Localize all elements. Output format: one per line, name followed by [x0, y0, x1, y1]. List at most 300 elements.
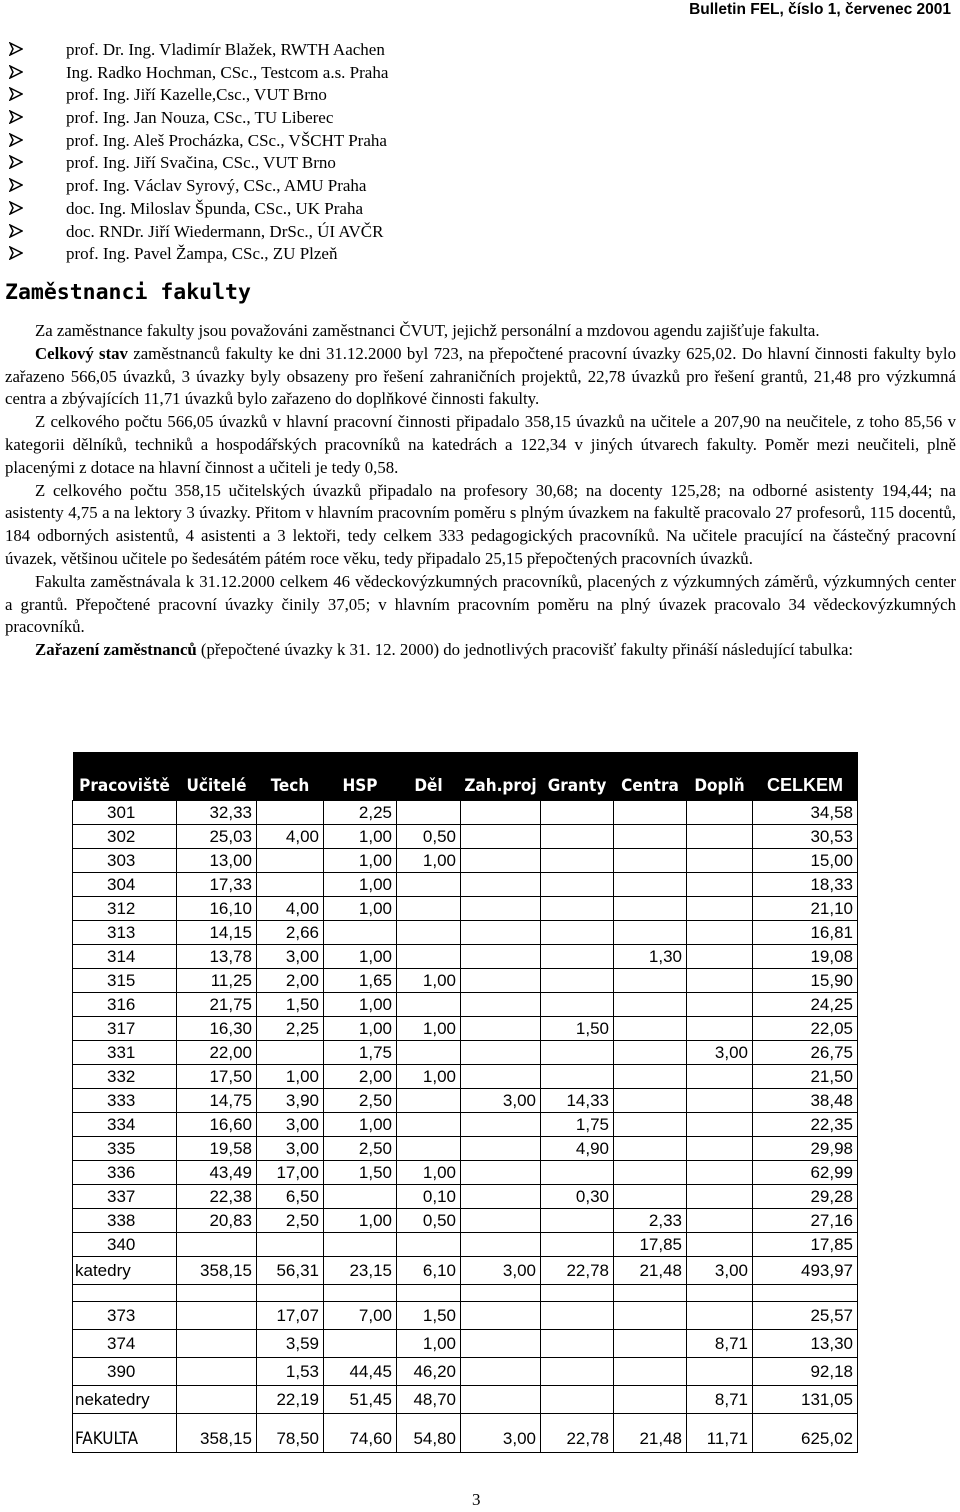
table-cell: [614, 1113, 687, 1137]
table-cell: 14,15: [177, 921, 257, 945]
table-cell: [397, 801, 461, 825]
table-row: [73, 1089, 858, 1113]
arrow-bullet-icon: [9, 107, 66, 130]
table-row: [73, 1041, 858, 1065]
list-item: prof. Ing. Václav Syrový, CSc., AMU Praha: [9, 175, 388, 198]
table-cell: [397, 1233, 461, 1257]
table-cell: [541, 849, 614, 873]
paragraph: Z celkového počtu 566,05 úvazků v hlavní pracovní činnosti připadalo 358,15 úvazků na učitele a 207,90 na neučitele, z toho 85,56 v kategorii dělníků, techniků a hospodářských pracovníků na katedrách a 122,34 v jiných útvarech fakulty. Poměr mezi neučiteli, plně placenými z dotace na hlavní činnost a učiteli je tedy 0,58.: [5, 412, 956, 477]
table-cell: [687, 1185, 753, 1209]
table-row: [73, 993, 858, 1017]
table-cell: 2,50: [324, 1137, 397, 1161]
table-row: [73, 1065, 858, 1089]
table-cell: 1,00: [324, 993, 397, 1017]
table-cell: [461, 921, 541, 945]
table-cell: 54,80: [397, 1414, 461, 1453]
table-cell: 14,75: [177, 1089, 257, 1113]
table-cell: 17,85: [614, 1233, 687, 1257]
column-header: Tech: [257, 752, 324, 801]
arrow-bullet-icon: [9, 130, 66, 153]
table-cell: [541, 1302, 614, 1330]
table-cell: [461, 993, 541, 1017]
table-cell: 2,66: [257, 921, 324, 945]
table-cell: 22,78: [541, 1414, 614, 1453]
table-cell: [461, 825, 541, 849]
table-cell: 1,50: [324, 1161, 397, 1185]
paragraph: Za zaměstnance fakulty jsou považováni zaměstnanci ČVUT, jejichž personální a mzdovou agendu zajišťuje fakulta.: [35, 321, 820, 340]
table-cell: 1,53: [257, 1358, 324, 1386]
arrow-bullet-icon: [9, 198, 66, 221]
table-cell: [324, 1185, 397, 1209]
column-header: Učitelé: [177, 752, 257, 801]
table-cell: [541, 1041, 614, 1065]
table-cell: 1,00: [397, 849, 461, 873]
list-item: prof. Dr. Ing. Vladimír Blažek, RWTH Aachen: [9, 39, 388, 62]
table-cell: 14,33: [541, 1089, 614, 1113]
table-cell: [687, 1089, 753, 1113]
table-cell: 358,15: [177, 1257, 257, 1285]
table-cell: 493,97: [753, 1257, 858, 1285]
table-cell: 3,00: [257, 1113, 324, 1137]
arrow-bullet-icon: [9, 243, 66, 266]
table-cell: [397, 993, 461, 1017]
table-cell: [687, 1233, 753, 1257]
row-label-cell: 340: [73, 1233, 177, 1257]
row-label-cell: 333: [73, 1089, 177, 1113]
table-cell: [177, 1358, 257, 1386]
table-cell: [177, 1302, 257, 1330]
list-item: prof. Ing. Jan Nouza, CSc., TU Liberec: [9, 107, 388, 130]
table-cell: 2,25: [257, 1017, 324, 1041]
arrow-bullet-icon: [9, 84, 66, 107]
table-cell: 2,50: [257, 1209, 324, 1233]
table-cell: 92,18: [753, 1358, 858, 1386]
arrow-bullet-icon: [9, 175, 66, 198]
table-cell: 22,19: [257, 1386, 324, 1414]
table-row: [73, 825, 858, 849]
section-title: Zaměstnanci fakulty: [5, 280, 251, 305]
table-cell: [461, 1233, 541, 1257]
table-cell: 16,10: [177, 897, 257, 921]
table-cell: [687, 1209, 753, 1233]
table-cell: [397, 873, 461, 897]
table-spacer-row: [73, 1285, 858, 1302]
table-row: [73, 1209, 858, 1233]
table-cell: 2,33: [614, 1209, 687, 1233]
table-cell: [397, 1041, 461, 1065]
table-cell: [687, 921, 753, 945]
row-label-cell: 317: [73, 1017, 177, 1041]
table-row: [73, 969, 858, 993]
table-cell: 1,75: [324, 1041, 397, 1065]
table-cell: [257, 1041, 324, 1065]
table-cell: [461, 1017, 541, 1041]
table-cell: 1,65: [324, 969, 397, 993]
table-cell: [541, 873, 614, 897]
table-cell: [687, 1113, 753, 1137]
table-row: [73, 1137, 858, 1161]
table-row: [73, 1330, 858, 1358]
page-number: 3: [472, 1490, 481, 1509]
row-label-cell: 390: [73, 1358, 177, 1386]
row-label-cell: 334: [73, 1113, 177, 1137]
table-cell: [257, 873, 324, 897]
table-cell: [257, 801, 324, 825]
row-label-cell: 374: [73, 1330, 177, 1358]
row-label-cell: 315: [73, 969, 177, 993]
spacer-cell: [461, 1285, 541, 1302]
table-cell: [177, 1233, 257, 1257]
table-cell: [461, 849, 541, 873]
paragraph: Zařazení zaměstnanců (přepočtené úvazky k 31. 12. 2000) do jednotlivých pracovišť fakulty přináší následující tabulka:: [35, 640, 854, 660]
row-label-cell: 337: [73, 1185, 177, 1209]
row-label-cell: 302: [73, 825, 177, 849]
row-label-cell: nekatedry: [73, 1386, 177, 1414]
table-cell: 358,15: [177, 1414, 257, 1453]
table-cell: [257, 849, 324, 873]
table-cell: [461, 1161, 541, 1185]
table-cell: 0,30: [541, 1185, 614, 1209]
table-cell: 26,75: [753, 1041, 858, 1065]
row-label-cell: 338: [73, 1209, 177, 1233]
spacer-cell: [177, 1285, 257, 1302]
table-cell: 48,70: [397, 1386, 461, 1414]
table-cell: 34,58: [753, 801, 858, 825]
paragraph: Z celkového počtu 358,15 učitelských úvazků připadalo na profesory 30,68; na docenty 125,28; na odborné asistenty 194,44; na asistenty 4,75 a na lektory 3 úvazky. Přitom v hlavním pracovním poměru s plným úvazkem na fakultě pracovalo 27 profesorů, 115 docentů, 184 odborných asistentů, 4 asistenti a 3 lektoři, tedy celkem 333 pedagogických pracovníků. Na učitele pracující na částečný pracovní úvazek, většinou učitele po šedesátém pátém roce věku, tedy připadalo 25,15 přepočtených pracovních úvazků.: [5, 480, 956, 568]
table-cell: 16,30: [177, 1017, 257, 1041]
table-cell: [461, 1302, 541, 1330]
table-cell: 1,00: [324, 1113, 397, 1137]
table-cell: 3,90: [257, 1089, 324, 1113]
table-cell: [614, 1017, 687, 1041]
table-cell: [687, 1302, 753, 1330]
table-cell: 21,75: [177, 993, 257, 1017]
row-label-cell: 312: [73, 897, 177, 921]
table-cell: 19,08: [753, 945, 858, 969]
table-cell: [614, 849, 687, 873]
table-cell: 3,00: [461, 1414, 541, 1453]
table-cell: [614, 825, 687, 849]
table-cell: 4,90: [541, 1137, 614, 1161]
paragraph: Celkový stav zaměstnanců fakulty ke dni 31.12.2000 byl 723, na přepočtené pracovní úvazky 625,02. Do hlavní činnosti fakulty bylo zařazeno 566,05 úvazků, 3 úvazky byly obsazeny pro řešení zahraničních projektů, 22,78 úvazků pro řešení grantů, 21,48 pro výzkumná centra a zbývajících 11,71 úvazků bylo zařazeno do doplňkové činnosti fakulty.: [5, 343, 956, 409]
row-label-cell: 316: [73, 993, 177, 1017]
table-cell: 22,78: [541, 1257, 614, 1285]
table-cell: 62,99: [753, 1161, 858, 1185]
table-cell: 29,98: [753, 1137, 858, 1161]
table-cell: 1,50: [541, 1017, 614, 1041]
table-cell: 3,00: [461, 1089, 541, 1113]
table-cell: [541, 801, 614, 825]
bulletin-header: Bulletin FEL, číslo 1, červenec 2001: [689, 1, 951, 18]
table-cell: 27,16: [753, 1209, 858, 1233]
table-row: [73, 921, 858, 945]
arrow-bullet-icon: [9, 152, 66, 175]
spacer-cell: [397, 1285, 461, 1302]
table-cell: [461, 1386, 541, 1414]
table-cell: [177, 1330, 257, 1358]
table-cell: [397, 1089, 461, 1113]
table-cell: [687, 1161, 753, 1185]
table-cell: 0,10: [397, 1185, 461, 1209]
row-label-cell: 301: [73, 801, 177, 825]
table-cell: [461, 1185, 541, 1209]
table-cell: 1,50: [257, 993, 324, 1017]
table-cell: [614, 993, 687, 1017]
table-cell: [397, 1137, 461, 1161]
spacer-cell: [541, 1285, 614, 1302]
table-cell: 1,00: [324, 873, 397, 897]
table-row: [73, 945, 858, 969]
table-cell: [541, 1065, 614, 1089]
table-cell: 4,00: [257, 825, 324, 849]
table-cell: [687, 873, 753, 897]
table-cell: [614, 1161, 687, 1185]
table-cell: [541, 993, 614, 1017]
table-cell: 1,00: [397, 1065, 461, 1089]
table-cell: [614, 1386, 687, 1414]
table-cell: [687, 993, 753, 1017]
table-row: [73, 897, 858, 921]
table-cell: 1,00: [324, 1209, 397, 1233]
table-cell: [461, 801, 541, 825]
table-cell: 1,75: [541, 1113, 614, 1137]
table-cell: 3,59: [257, 1330, 324, 1358]
table-row: [73, 1414, 858, 1453]
table-cell: [541, 1358, 614, 1386]
row-label-cell: katedry: [73, 1257, 177, 1285]
row-label-cell: 313: [73, 921, 177, 945]
table-cell: 11,71: [687, 1414, 753, 1453]
list-item: Ing. Radko Hochman, CSc., Testcom a.s. Praha: [9, 62, 388, 85]
table-cell: [541, 945, 614, 969]
table-cell: 21,10: [753, 897, 858, 921]
column-header: Zah.proj: [461, 752, 541, 801]
row-label-cell: 373: [73, 1302, 177, 1330]
table-cell: [614, 873, 687, 897]
table-cell: 30,53: [753, 825, 858, 849]
table-cell: [687, 1358, 753, 1386]
table-cell: 18,33: [753, 873, 858, 897]
spacer-cell: [753, 1285, 858, 1302]
table-cell: [461, 1330, 541, 1358]
table-cell: 2,25: [324, 801, 397, 825]
spacer-cell: [73, 1285, 177, 1302]
list-item: prof. Ing. Jiří Kazelle,Csc., VUT Brno: [9, 84, 388, 107]
table-cell: [397, 897, 461, 921]
table-cell: [687, 969, 753, 993]
arrow-bullet-icon: [9, 221, 66, 244]
table-cell: [687, 945, 753, 969]
table-cell: 3,00: [257, 945, 324, 969]
table-cell: 17,07: [257, 1302, 324, 1330]
table-cell: 7,00: [324, 1302, 397, 1330]
table-cell: [397, 945, 461, 969]
table-cell: [541, 1161, 614, 1185]
table-cell: [614, 969, 687, 993]
column-header: Centra: [614, 752, 687, 801]
table-cell: [687, 801, 753, 825]
row-label-cell: 314: [73, 945, 177, 969]
table-cell: 0,50: [397, 1209, 461, 1233]
table-cell: 16,60: [177, 1113, 257, 1137]
column-header: Pracoviště: [73, 752, 177, 801]
table-cell: 6,10: [397, 1257, 461, 1285]
table-cell: 15,90: [753, 969, 858, 993]
row-label-cell: FAKULTA: [73, 1414, 177, 1453]
table-row: [73, 1185, 858, 1209]
list-item: prof. Ing. Pavel Žampa, CSc., ZU Plzeň: [9, 243, 388, 266]
paragraph: Fakulta zaměstnávala k 31.12.2000 celkem 46 vědeckovýzkumných pracovníků, placených z výzkumných záměrů, výzkumných center a grantů. Přepočtené pracovní úvazky činily 37,05; v hlavním pracovním poměru na plný úvazek pracovalo 34 vědeckovýzkumných pracovníků.: [5, 571, 956, 637]
list-item: prof. Ing. Aleš Procházka, CSc., VŠCHT Praha: [9, 130, 388, 153]
table-cell: [324, 1330, 397, 1358]
table-cell: [541, 1209, 614, 1233]
table-cell: [541, 921, 614, 945]
list-item: prof. Ing. Jiří Svačina, CSc., VUT Brno: [9, 152, 388, 175]
table-cell: 1,00: [324, 945, 397, 969]
table-row: [73, 849, 858, 873]
table-cell: [397, 1113, 461, 1137]
table-cell: [541, 897, 614, 921]
table-cell: [614, 801, 687, 825]
table-cell: 1,00: [397, 1330, 461, 1358]
table-cell: 56,31: [257, 1257, 324, 1285]
table-row: [73, 801, 858, 825]
table-cell: [614, 1330, 687, 1358]
table-row: [73, 1233, 858, 1257]
table-cell: [614, 897, 687, 921]
list-item: doc. Ing. Miloslav Špunda, CSc., UK Praha: [9, 198, 388, 221]
table-cell: 17,33: [177, 873, 257, 897]
table-cell: [614, 1302, 687, 1330]
table-row: [73, 1302, 858, 1330]
examiner-list: [9, 39, 388, 266]
table-cell: 1,00: [397, 969, 461, 993]
table-cell: 51,45: [324, 1386, 397, 1414]
table-cell: [397, 921, 461, 945]
table-cell: 3,00: [687, 1041, 753, 1065]
table-cell: [687, 1137, 753, 1161]
table-cell: 13,30: [753, 1330, 858, 1358]
column-header: HSP: [324, 752, 397, 801]
table-cell: 43,49: [177, 1161, 257, 1185]
table-cell: 22,05: [753, 1017, 858, 1041]
table-cell: 8,71: [687, 1386, 753, 1414]
table-cell: [461, 1137, 541, 1161]
table-cell: 0,50: [397, 825, 461, 849]
table-cell: [541, 1330, 614, 1358]
table-cell: 1,50: [397, 1302, 461, 1330]
column-header: Doplň: [687, 752, 753, 801]
table-cell: [687, 1065, 753, 1089]
table-cell: 23,15: [324, 1257, 397, 1285]
table-cell: [687, 849, 753, 873]
staff-table: [72, 752, 858, 1453]
table-cell: 19,58: [177, 1137, 257, 1161]
table-cell: 13,78: [177, 945, 257, 969]
row-label-cell: 335: [73, 1137, 177, 1161]
table-row: [73, 1017, 858, 1041]
row-label-cell: 331: [73, 1041, 177, 1065]
spacer-cell: [257, 1285, 324, 1302]
table-cell: 17,85: [753, 1233, 858, 1257]
table-cell: [614, 1065, 687, 1089]
table-cell: 20,83: [177, 1209, 257, 1233]
column-header: CELKEM: [753, 752, 858, 801]
body-text: [5, 320, 956, 662]
table-row: [73, 1113, 858, 1137]
table-cell: [461, 969, 541, 993]
row-label-cell: 336: [73, 1161, 177, 1185]
table-cell: 22,35: [753, 1113, 858, 1137]
arrow-bullet-icon: [9, 39, 66, 62]
table-cell: [461, 873, 541, 897]
table-cell: 13,00: [177, 849, 257, 873]
table-cell: 25,57: [753, 1302, 858, 1330]
table-cell: 6,50: [257, 1185, 324, 1209]
table-cell: [461, 1065, 541, 1089]
table-cell: 4,00: [257, 897, 324, 921]
table-cell: 38,48: [753, 1089, 858, 1113]
arrow-bullet-icon: [9, 62, 66, 85]
table-cell: 1,00: [397, 1161, 461, 1185]
table-cell: 1,00: [324, 897, 397, 921]
table-cell: 1,00: [257, 1065, 324, 1089]
table-cell: 25,03: [177, 825, 257, 849]
table-cell: [614, 921, 687, 945]
spacer-cell: [614, 1285, 687, 1302]
table-cell: [687, 825, 753, 849]
row-label-cell: 304: [73, 873, 177, 897]
table-cell: 8,71: [687, 1330, 753, 1358]
table-cell: 2,00: [324, 1065, 397, 1089]
table-cell: [614, 1185, 687, 1209]
table-cell: [687, 897, 753, 921]
spacer-cell: [324, 1285, 397, 1302]
list-item: doc. RNDr. Jiří Wiedermann, DrSc., ÚI AVČR: [9, 221, 388, 244]
table-cell: 78,50: [257, 1414, 324, 1453]
table-cell: 1,00: [324, 849, 397, 873]
table-header-row: [73, 752, 858, 801]
table-cell: 17,50: [177, 1065, 257, 1089]
column-header: Granty: [541, 752, 614, 801]
table-cell: [541, 1233, 614, 1257]
table-row: [73, 1386, 858, 1414]
table-cell: 1,00: [324, 1017, 397, 1041]
table-cell: 3,00: [257, 1137, 324, 1161]
table-cell: [461, 897, 541, 921]
table-row: [73, 873, 858, 897]
table-cell: 17,00: [257, 1161, 324, 1185]
table-cell: 74,60: [324, 1414, 397, 1453]
table-cell: 1,00: [324, 825, 397, 849]
table-cell: 1,30: [614, 945, 687, 969]
table-cell: 21,48: [614, 1414, 687, 1453]
table-cell: [461, 1041, 541, 1065]
table-cell: 2,00: [257, 969, 324, 993]
table-cell: 46,20: [397, 1358, 461, 1386]
table-cell: 15,00: [753, 849, 858, 873]
table-cell: [461, 1113, 541, 1137]
table-cell: 21,50: [753, 1065, 858, 1089]
table-cell: 2,50: [324, 1089, 397, 1113]
table-cell: 131,05: [753, 1386, 858, 1414]
spacer-cell: [687, 1285, 753, 1302]
table-cell: [614, 1089, 687, 1113]
row-label-cell: 303: [73, 849, 177, 873]
table-cell: 24,25: [753, 993, 858, 1017]
table-cell: 3,00: [461, 1257, 541, 1285]
table-cell: [541, 969, 614, 993]
